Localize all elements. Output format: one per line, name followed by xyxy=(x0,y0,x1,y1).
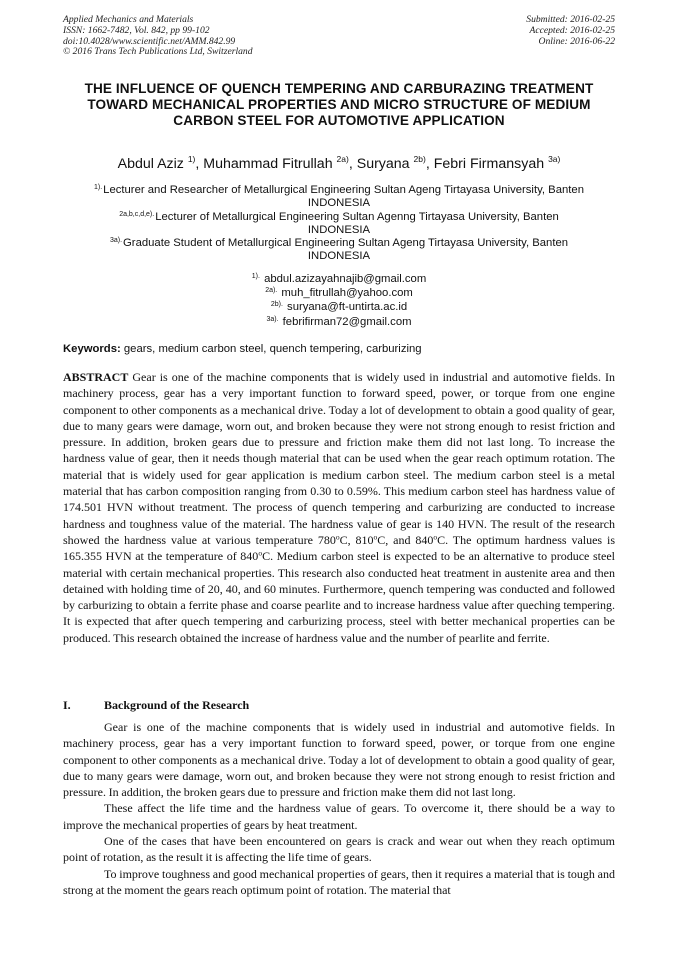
author-separator: , xyxy=(425,156,434,172)
submitted-date: Submitted: 2016-02-25 xyxy=(526,14,615,25)
email-list xyxy=(40,272,638,329)
keywords-text: gears, medium carbon steel, quench tempering, carburizing xyxy=(120,343,422,355)
author-list xyxy=(40,155,638,173)
email-line xyxy=(40,272,638,286)
section-title: Background of the Research xyxy=(104,698,250,712)
section-number: I. xyxy=(63,698,71,712)
degree-mark: o xyxy=(335,532,340,542)
email-mark: 3a). xyxy=(266,315,279,323)
email-mark: 2b). xyxy=(270,301,283,309)
affiliation xyxy=(40,184,638,211)
affiliation-country: INDONESIA xyxy=(307,223,371,236)
email-address: muh_fitrullah@yahoo.com xyxy=(281,287,413,300)
accepted-date: Accepted: 2016-02-25 xyxy=(529,24,615,36)
publication-dates xyxy=(526,15,615,47)
affiliation-mark: 1). xyxy=(94,184,103,191)
author-name: Suryana xyxy=(356,156,410,172)
affiliation-country: INDONESIA xyxy=(307,250,371,263)
abstract-label: ABSTRACT xyxy=(63,370,129,384)
email-address: suryana@ft-untirta.ac.id xyxy=(287,301,408,314)
author-mark: 2b) xyxy=(413,154,426,164)
section-body xyxy=(63,719,615,898)
author-name: Muhammad Fitrullah xyxy=(203,156,333,172)
section-heading xyxy=(63,697,249,713)
author-mark: 3a) xyxy=(548,154,561,164)
email-address: febrifirman72@gmail.com xyxy=(282,315,412,328)
affiliation xyxy=(40,211,638,238)
abstract-text: C, and 840 xyxy=(377,532,434,547)
abstract-text: C. The optimum hardness values is 165.355 HVN at the temperature of 840 xyxy=(63,532,615,564)
paper-title: THE INFLUENCE OF QUENCH TEMPERING AND CARBURAZING TREATMENT TOWARD MECHANICAL PROPERTIES AND MICRO STRUCTURE OF MEDIUM CARBON STEEL FOR AUTOMOTIVE APPLICATION xyxy=(84,81,594,128)
email-mark: 1). xyxy=(251,273,260,280)
body-paragraph: One of the cases that have been encountered on gears is crack and wear out when they reach optimum point of rotation, as the result it is affecting the life time of gears. xyxy=(63,834,615,865)
author-name: Abdul Aziz xyxy=(117,156,184,172)
abstract-text: Gear is one of the machine components that is widely used in industrial and automotive fields. In machinery process, gear has a very important function to forward speed, power, or torque from one engine component to other components as a mechanical drive. Today a lot of development to obtain a good quality of gear, due to many gears were damage, worn out, and broken because they were not strong enough to resist friction and pressure. In addition, broken gears due to pressure and friction make them did not last long. To increase the hardness value of gear, then it needs though material that can be used when the gear reach optimum rotation. The material that is widely used for gear application is medium carbon steel. The medium carbon steel is a metal material that has carbon composition ranging from 0.30 to 0.59%. This medium carbon steel has hardness value of 174.501 HVN without treatment. The process of quench tempering and carburizing are conducted to increase hardness and toughness value of the material. The hardness value of gear is 140 HVN. The result of the research showed the hardness value at various temperature 780 xyxy=(63,370,615,547)
body-paragraph: To improve toughness and good mechanical properties of gears, then it requires a material that is tough and strong at the moment the gears reach optimum point of rotation. The material that xyxy=(63,866,615,897)
author-mark: 2a) xyxy=(336,154,349,164)
affiliation-list xyxy=(40,184,638,264)
degree-mark: o xyxy=(433,532,438,542)
journal-copyright: © 2016 Trans Tech Publications Ltd, Switzerland xyxy=(63,46,253,58)
email-line xyxy=(40,315,638,329)
author-separator: , xyxy=(348,156,357,172)
journal-doi: doi:10.4028/www.scientific.net/AMM.842.99 xyxy=(63,35,236,47)
body-paragraph: These affect the life time and the hardness value of gears. To overcome it, there should be a way to improve the mechanical properties of gears by heat treatment. xyxy=(63,801,615,832)
author-mark: 1) xyxy=(187,154,196,164)
body-paragraph: Gear is one of the machine components that is widely used in industrial and automotive fields. In machinery process, gear has a very important function to forward speed, power, or torque from one engine component to other components as a mechanical drive. Today a lot of development to obtain a good quality of gear, due to many gears were damage, worn out, and broken because they were not strong enough to resist friction and pressure. In addition, the broken gears due to pressure and friction make them did not last long. xyxy=(63,720,615,800)
author-separator: , xyxy=(195,156,204,172)
abstract-text: C. Medium carbon steel is expected to be an alternative to produce steel material with certain mechanical properties. This research also conducted heat treatment in austenite area and then detained with holding time of 20, 40, and 60 minutes. Furthermore, quench tempering was conducted and followed by carburizing to obtain a ferrite phase and coarse pearlite and to increase hardness value after queching tempering. It is expected that after quech tempering and carburizing process, steel with better mechanical properties can be produced. This research obtained the increase of hardness value and the number of pearlite and ferrite. xyxy=(63,549,615,645)
journal-name: Applied Mechanics and Materials xyxy=(63,14,194,25)
affiliation-mark: 3a). xyxy=(109,237,123,245)
affiliation-text: Lecturer of Metallurgical Engineering Sultan Agenng Tirtayasa University, Banten xyxy=(155,210,559,223)
keywords-label: Keywords: xyxy=(63,343,121,355)
email-mark: 2a). xyxy=(265,287,278,295)
degree-mark: o xyxy=(373,532,378,542)
affiliation-country: INDONESIA xyxy=(307,197,371,210)
abstract xyxy=(63,369,615,646)
journal-issn: ISSN: 1662-7482, Vol. 842, pp 99-102 xyxy=(63,24,210,36)
keywords xyxy=(63,342,615,356)
email-line xyxy=(40,300,638,314)
journal-info xyxy=(63,15,253,58)
affiliation-text: Lecturer and Researcher of Metallurgical Engineering Sultan Ageng Tirtayasa University, Banten xyxy=(103,184,584,196)
degree-mark: o xyxy=(258,548,263,558)
email-line xyxy=(40,286,638,300)
author-name: Febri Firmansyah xyxy=(433,156,545,172)
email-address: abdul.azizayahnajib@gmail.com xyxy=(264,273,427,285)
abstract-text: C, 810 xyxy=(339,532,374,547)
affiliation-mark: 2a,b,c,d,e). xyxy=(119,210,155,218)
online-date: Online: 2016-06-22 xyxy=(538,35,615,47)
affiliation-text: Graduate Student of Metallurgical Engineering Sultan Ageng Tirtayasa University, Banten xyxy=(123,237,569,250)
affiliation xyxy=(40,237,638,264)
